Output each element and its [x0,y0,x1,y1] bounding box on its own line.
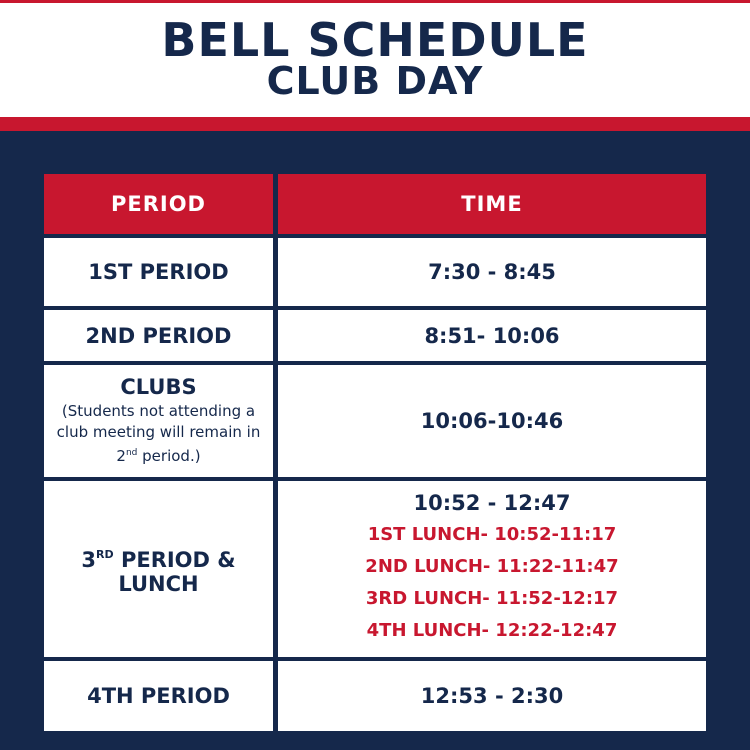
page-subtitle: CLUB DAY [266,59,484,103]
time-label: 10:06-10:46 [420,409,564,433]
clubs-note [49,401,269,467]
period-label [81,543,235,572]
header-banner [0,3,750,117]
table-row-period-cell [44,661,273,731]
lunch-item: 2ND LUNCH- 11:22-11:47 [365,556,619,577]
period-label-number: 3 [81,547,97,572]
period-label: 1ST PERIOD [88,260,229,284]
header-divider-band [0,117,750,131]
period-label-lunch: LUNCH [118,571,199,596]
time-label: 7:30 - 8:45 [428,260,556,284]
period-label-superscript: RD [96,547,114,561]
lunch-item: 4TH LUNCH- 12:22-12:47 [366,620,618,641]
time-label: 8:51- 10:06 [424,323,560,348]
column-header-time: TIME [278,174,706,234]
clubs-note-text: (Students not attending a club meeting will remain in 2 [56,402,261,465]
schedule-table [42,172,708,733]
table-row-period-cell [44,310,273,361]
time-label: 12:53 - 2:30 [420,684,564,708]
lunch-item: 1ST LUNCH- 10:52-11:17 [367,524,617,545]
table-row-time-cell [278,238,706,306]
table-row-period-cell [44,481,273,657]
table-row-time-cell [278,661,706,731]
clubs-note-text-end: period.) [137,447,201,465]
table-row-time-cell [278,365,706,477]
page-title: BELL SCHEDULE [161,13,589,67]
table-row-time-cell [278,481,706,657]
table-row-period-cell [44,238,273,306]
period-label: CLUBS [120,375,197,399]
period-label-text: PERIOD & [113,547,236,572]
period-label: 4TH PERIOD [87,684,230,708]
clubs-note-superscript: nd [125,448,138,458]
table-row-period-cell [44,365,273,477]
lunch-item: 3RD LUNCH- 11:52-12:17 [365,588,619,609]
time-label: 10:52 - 12:47 [413,491,571,515]
table-row-time-cell [278,310,706,361]
period-label: 2ND PERIOD [85,323,232,348]
column-header-period: PERIOD [44,174,273,234]
